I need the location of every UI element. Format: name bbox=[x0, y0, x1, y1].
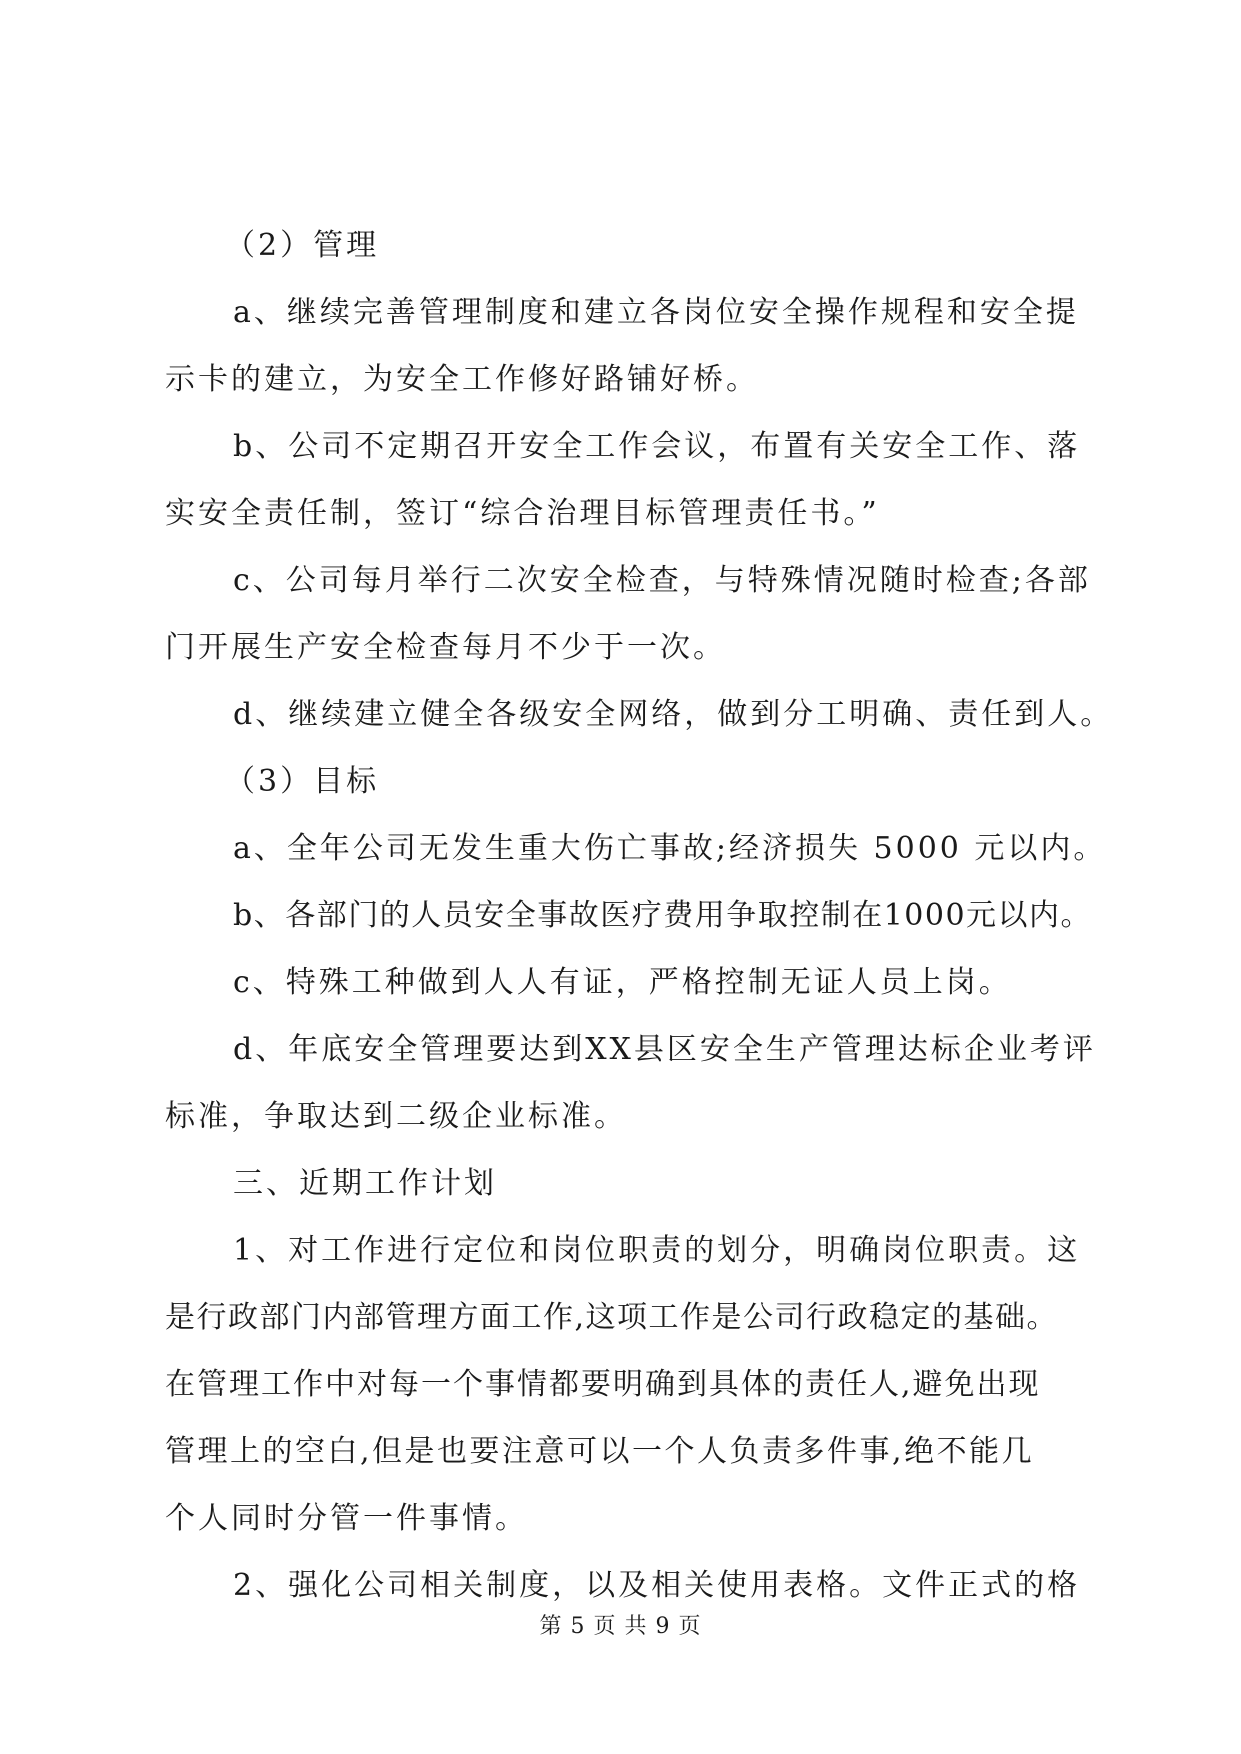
paragraph-line: a、继续完善管理制度和建立各岗位安全操作规程和安全提 bbox=[233, 295, 1079, 330]
paragraph-line: 是行政部门内部管理方面工作,这项工作是公司行政稳定的基础。 bbox=[165, 1300, 1059, 1335]
paragraph-line: 标准，争取达到二级企业标准。 bbox=[165, 1099, 627, 1134]
section-heading: 三、近期工作计划 bbox=[233, 1166, 497, 1201]
paragraph-line: 1、对工作进行定位和岗位职责的划分，明确岗位职责。这 bbox=[233, 1233, 1081, 1268]
paragraph-line: 个人同时分管一件事情。 bbox=[165, 1501, 528, 1536]
document-body bbox=[165, 228, 1114, 1604]
paragraph-line: b、公司不定期召开安全工作会议，布置有关安全工作、落 bbox=[233, 429, 1081, 464]
subheading-goals: （3）目标 bbox=[225, 764, 380, 799]
paragraph-line: d、年底安全管理要达到XX县区安全生产管理达标企业考评 bbox=[233, 1032, 1096, 1067]
paragraph-line: 2、强化公司相关制度，以及相关使用表格。文件正式的格 bbox=[233, 1568, 1081, 1603]
paragraph-line: 实安全责任制，签订“综合治理目标管理责任书。” bbox=[165, 496, 880, 531]
page-number-footer: 第 5 页 共 9 页 bbox=[539, 1614, 702, 1639]
paragraph-line: b、各部门的人员安全事故医疗费用争取控制在1000元以内。 bbox=[233, 898, 1093, 933]
paragraph-line: c、公司每月举行二次安全检查，与特殊情况随时检查;各部 bbox=[233, 563, 1091, 598]
paragraph-line: 在管理工作中对每一个事情都要明确到具体的责任人,避免出现 bbox=[165, 1367, 1041, 1402]
paragraph-line: a、全年公司无发生重大伤亡事故;经济损失 5000 元以内。 bbox=[233, 831, 1107, 866]
paragraph-line: 管理上的空白,但是也要注意可以一个人负责多件事,绝不能几 bbox=[165, 1434, 1035, 1469]
paragraph-line: 门开展生产安全检查每月不少于一次。 bbox=[165, 630, 726, 665]
paragraph-line: 示卡的建立，为安全工作修好路铺好桥。 bbox=[165, 362, 759, 397]
paragraph-line: c、特殊工种做到人人有证，严格控制无证人员上岗。 bbox=[233, 965, 1012, 1000]
paragraph-line: d、继续建立健全各级安全网络，做到分工明确、责任到人。 bbox=[233, 697, 1114, 732]
subheading-management: （2）管理 bbox=[225, 228, 380, 263]
